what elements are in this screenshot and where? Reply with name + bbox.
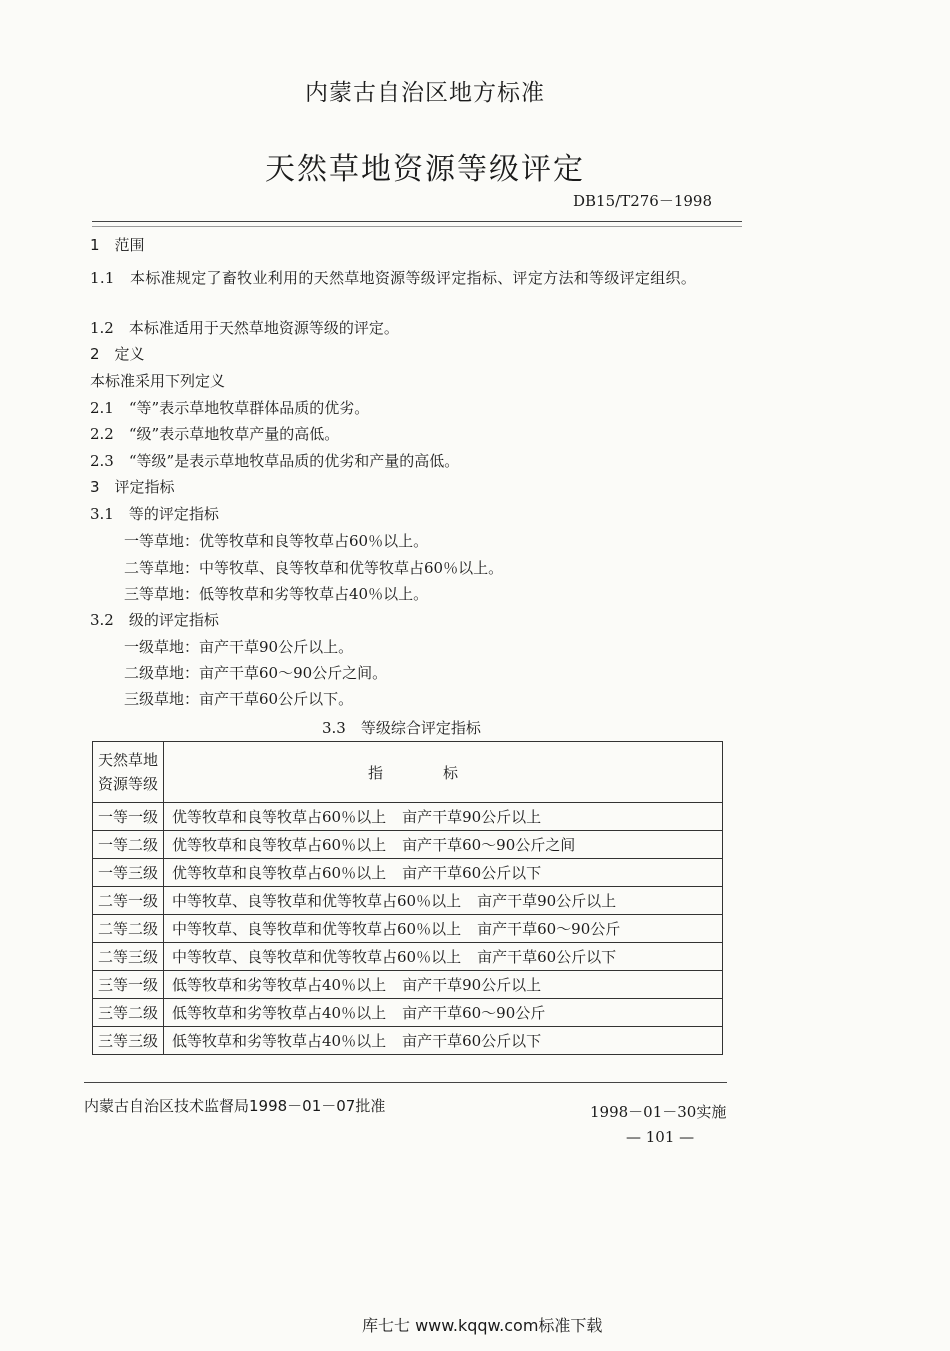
criteria-yield: 亩产干草90公斤以上 xyxy=(402,808,542,826)
criteria-quality: 中等牧草、良等牧草和优等牧草占60％以上 xyxy=(172,892,462,910)
criteria-yield: 亩产干草60～90公斤 xyxy=(402,1004,546,1022)
criteria-quality: 低等牧草和劣等牧草占40％以上 xyxy=(172,1004,387,1022)
criteria-yield: 亩产干草60～90公斤 xyxy=(477,920,621,938)
table-row xyxy=(93,915,723,943)
table-row xyxy=(93,887,723,915)
footer-rule xyxy=(84,1082,727,1083)
criteria-yield: 亩产干草90公斤以上 xyxy=(402,976,542,994)
table-caption: 3.3 等级综合评定指标 xyxy=(322,719,481,737)
clause-3-2-c: 三级草地：亩产干草60公斤以下。 xyxy=(124,690,354,708)
row-grade: 二等二级 xyxy=(93,915,164,943)
section-3-heading: 3 评定指标 xyxy=(90,478,175,496)
row-criteria xyxy=(164,887,723,915)
criteria-yield: 亩产干草60公斤以下 xyxy=(477,948,617,966)
clause-3-1: 3.1 等的评定指标 xyxy=(90,505,219,523)
section-2-heading: 2 定义 xyxy=(90,345,145,363)
clause-3-1-a: 一等草地：优等牧草和良等牧草占60％以上。 xyxy=(124,532,429,550)
header-grade: 天然草地资源等级 xyxy=(93,742,164,803)
table-row xyxy=(93,999,723,1027)
row-criteria xyxy=(164,999,723,1027)
clause-2-2: 2.2 “级”表示草地牧草产量的高低。 xyxy=(90,425,340,443)
header-rule-thin xyxy=(92,226,742,227)
criteria-quality: 优等牧草和良等牧草占60％以上 xyxy=(172,836,387,854)
section-1-heading: 1 范围 xyxy=(90,236,145,254)
clause-3-1-c: 三等草地：低等牧草和劣等牧草占40％以上。 xyxy=(124,585,429,603)
clause-3-2-a: 一级草地：亩产干草90公斤以上。 xyxy=(124,638,354,656)
row-grade: 一等二级 xyxy=(93,831,164,859)
clause-3-1-b: 二等草地：中等牧草、良等牧草和优等牧草占60％以上。 xyxy=(124,559,504,577)
standard-code: DB15/T276－1998 xyxy=(573,192,712,210)
page-number: — 101 — xyxy=(626,1128,695,1146)
clause-3-2: 3.2 级的评定指标 xyxy=(90,611,219,629)
criteria-quality: 优等牧草和良等牧草占60％以上 xyxy=(172,808,387,826)
criteria-yield: 亩产干草90公斤以上 xyxy=(477,892,617,910)
criteria-quality: 优等牧草和良等牧草占60％以上 xyxy=(172,864,387,882)
table-row xyxy=(93,803,723,831)
row-criteria xyxy=(164,859,723,887)
row-criteria xyxy=(164,803,723,831)
header-rule xyxy=(92,221,742,222)
criteria-yield: 亩产干草60公斤以下 xyxy=(402,1032,542,1050)
grade-criteria-table xyxy=(92,741,723,1055)
criteria-quality: 低等牧草和劣等牧草占40％以上 xyxy=(172,1032,387,1050)
table-row xyxy=(93,831,723,859)
row-criteria xyxy=(164,915,723,943)
criteria-yield: 亩产干草60公斤以下 xyxy=(402,864,542,882)
document-title: 天然草地资源等级评定 xyxy=(265,152,585,187)
table-row xyxy=(93,971,723,999)
table-row xyxy=(93,1027,723,1055)
watermark-text: 库七七 www.kqqw.com标准下载 xyxy=(362,1316,603,1335)
clause-1-1: 1.1 本标准规定了畜牧业利用的天然草地资源等级评定指标、评定方法和等级评定组织。 xyxy=(90,269,697,287)
criteria-quality: 中等牧草、良等牧草和优等牧草占60％以上 xyxy=(172,948,462,966)
row-grade: 三等二级 xyxy=(93,999,164,1027)
row-criteria xyxy=(164,1027,723,1055)
row-grade: 三等三级 xyxy=(93,1027,164,1055)
table-body xyxy=(93,803,723,1055)
row-criteria xyxy=(164,943,723,971)
section-2-intro: 本标准采用下列定义 xyxy=(90,372,226,390)
approval-note: 内蒙古自治区技术监督局1998－01－07批准 xyxy=(84,1097,386,1115)
clause-3-2-b: 二级草地：亩产干草60～90公斤之间。 xyxy=(124,664,388,682)
row-grade: 二等三级 xyxy=(93,943,164,971)
criteria-quality: 中等牧草、良等牧草和优等牧草占60％以上 xyxy=(172,920,462,938)
effective-date: 1998－01－30实施 xyxy=(590,1103,727,1121)
row-grade: 一等三级 xyxy=(93,859,164,887)
row-criteria xyxy=(164,831,723,859)
clause-2-1: 2.1 “等”表示草地牧草群体品质的优劣。 xyxy=(90,399,370,417)
row-grade: 三等一级 xyxy=(93,971,164,999)
row-grade: 二等一级 xyxy=(93,887,164,915)
issuer-heading: 内蒙古自治区地方标准 xyxy=(305,80,545,106)
table-row xyxy=(93,943,723,971)
clause-2-3: 2.3 “等级”是表示草地牧草品质的优劣和产量的高低。 xyxy=(90,452,460,470)
criteria-yield: 亩产干草60～90公斤之间 xyxy=(402,836,576,854)
table-row xyxy=(93,859,723,887)
clause-1-2: 1.2 本标准适用于天然草地资源等级的评定。 xyxy=(90,319,399,337)
row-criteria xyxy=(164,971,723,999)
criteria-quality: 低等牧草和劣等牧草占40％以上 xyxy=(172,976,387,994)
row-grade: 一等一级 xyxy=(93,803,164,831)
header-criteria: 指标 xyxy=(164,742,723,803)
table-header-row xyxy=(93,742,723,803)
